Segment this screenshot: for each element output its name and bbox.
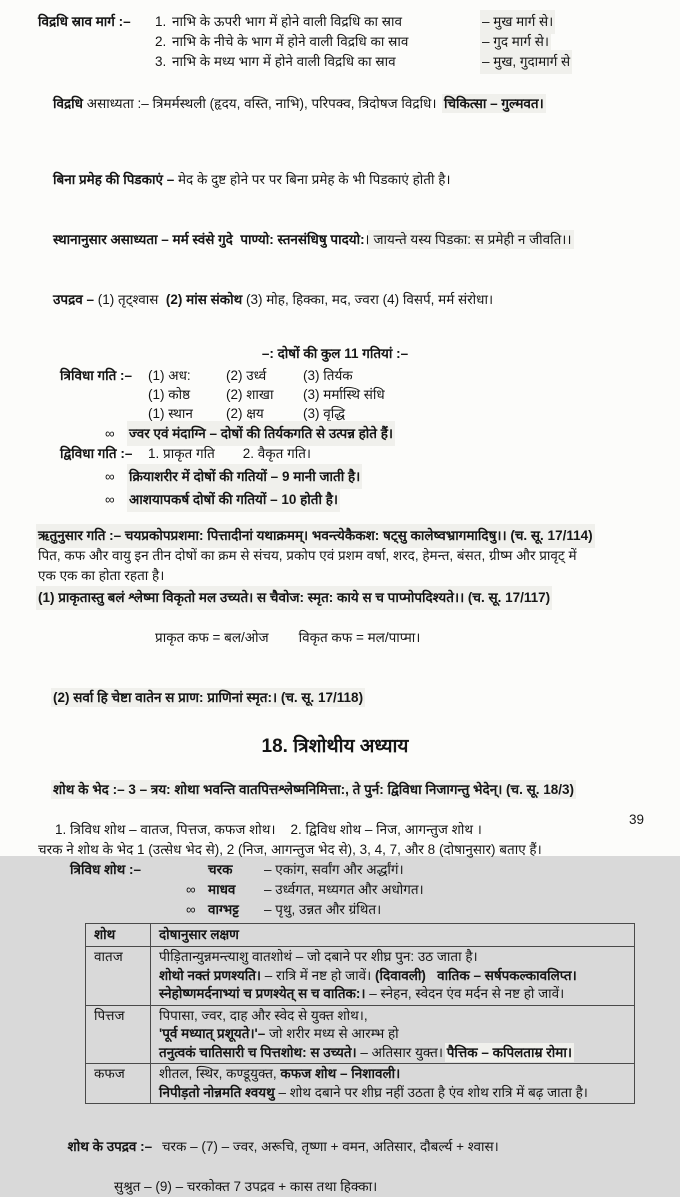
- line-shoth-upadrava-1: [38, 1117, 652, 1177]
- item-text: नाभि के ऊपरी भाग में होने वाली विद्रधि का स्राव: [172, 14, 402, 29]
- grid-cell: (1) अध:: [148, 368, 191, 383]
- bold-run: तनुत्वकं चातिसारी च पित्तशोथ: स उच्यते।: [159, 1044, 357, 1060]
- author-name: वाग्भट्ट: [208, 902, 239, 917]
- author-text: – पृथु, उन्नत और ग्रंथित।: [264, 902, 382, 917]
- author-text: – उर्ध्वगत, मध्यगत और अधोगत।: [264, 882, 424, 897]
- item-number: 2.: [155, 34, 167, 49]
- row-type: [86, 947, 151, 1006]
- text-run: – रात्रि में नष्ट हो जावें।: [261, 967, 376, 983]
- line-kapha-bala: [140, 608, 652, 668]
- row-detail: [151, 1064, 635, 1104]
- bold-run: कफज शोथ – निशावली।: [280, 1066, 401, 1081]
- infinity-icon: ∞: [105, 469, 115, 484]
- bold-run: (2) मांस संकोथ: [165, 292, 243, 307]
- shoth-lakshan-table: [85, 923, 635, 1104]
- text-run: (1) तृट्श्वास: [94, 292, 166, 307]
- line-shoth-bhed-2: 1. त्रिविध शोथ – वातज, पित्तज, कफज शोथ। 2. द्विविध शोथ – निज, आगन्तुज शोथ ।: [55, 822, 482, 837]
- bold-run: विद्रधि: [53, 96, 83, 111]
- line-vidradhi-asadhyata: [38, 74, 652, 134]
- chapter-heading: 18. त्रिशोथीय अध्याय: [261, 736, 409, 757]
- cell-line: पीड़ितान्युन्नमन्त्याशु वातशोथं – जो दबाने पर शीघ्र पुन: उठ जाता है।: [159, 949, 478, 964]
- table-header-lakshan: दोषानुसार लक्षण: [151, 924, 635, 947]
- bullet-text: ज्वर एवं मंदाग्नि – दोषों की तिर्यकगति से उत्पन्न होते हैं।: [129, 423, 393, 444]
- section-heading-gati: –: दोषों की कुल 11 गतियां :–: [261, 346, 409, 361]
- table-row: [86, 947, 635, 1006]
- item-result: – मुख, गुदामार्ग से: [482, 52, 570, 72]
- line-ritunusar-shloka: ऋतुनुसार गति :– चयप्रकोपप्रशमा: पित्तादीनां यथाक्रमम्। भवन्त्येकैकश: षट्सु कालेष्वभ्रागमादिषु।। (च. सू. 17/114): [38, 526, 593, 546]
- trividh-shoth-rows: [186, 860, 424, 920]
- infinity-icon: ∞: [186, 902, 196, 917]
- bullet-text: क्रियाशरीर में दोषों की गतियों – 9 मानी जाती है।: [129, 466, 360, 487]
- text-run: – शोथ दबाने पर शीघ्र नहीं उठता है एंव शोथ रात्रि में बढ़ जाता है।: [274, 1084, 588, 1100]
- line-ritunusar-hindi-1: पित, कफ और वायु इन तीन दोषों का क्रम से संचय, प्रकोप एवं प्रशम वर्षा, शरद, हेमन्त, बंसत, ग्रीष्म और प्रावृट् में: [38, 548, 577, 563]
- line-dvividha-gati: [38, 444, 652, 464]
- grid-row: [148, 404, 385, 423]
- bullet-kriyasharir: [105, 466, 652, 487]
- author-row: [186, 900, 424, 920]
- item-number: 1.: [155, 14, 167, 29]
- row-type: [86, 1005, 151, 1064]
- text-run: शीतल, स्थिर, कण्डूयुक्त,: [159, 1066, 281, 1081]
- trividha-gati-label: त्रिविधा गति :–: [60, 368, 133, 383]
- text-run: जायन्ते यस्य पिडका: स प्रमेही न जीवति।।: [369, 232, 572, 247]
- line-shoth-bhed: [38, 760, 652, 820]
- bold-run: 'पूर्व मध्यात् प्रशूयते।'–: [159, 1026, 266, 1041]
- page-number: 39: [628, 812, 644, 827]
- section-trividha-gati: [38, 366, 652, 423]
- table-header-row: [86, 924, 635, 947]
- cell-line: [159, 1065, 626, 1084]
- text-run: मेद के दुष्ट होने पर पर बिना प्रमेह के भी पिडकाएं होती है।: [174, 172, 451, 187]
- infinity-icon: ∞: [105, 426, 115, 441]
- shoth-upadrava-label: शोथ के उपद्रव :–: [67, 1139, 153, 1154]
- trividha-gati-grid: [148, 366, 385, 423]
- row-type-text: कफज: [94, 1066, 125, 1081]
- text-run: असाध्यता :– त्रिमर्मस्थली (हृदय, वस्ति, नाभि), परिपक्व, त्रिदोषज विद्रधि।: [83, 96, 444, 111]
- item-text: 1. प्राकृत गति: [148, 446, 215, 461]
- bullet-jwar-mandagni: [105, 423, 652, 444]
- text-run: [426, 968, 437, 983]
- bold-run: उपद्रव –: [53, 292, 95, 307]
- line-shoth-bhed-3: चरक ने शोथ के भेद 1 (उत्सेध भेद से), 2 (निज, आगन्तुज भेद से), 3, 4, 7, और 8 (दोषानुसार) बताए हैं।: [38, 842, 542, 857]
- bold-run: निपीड़तो नोन्नमति श्वयथु: [159, 1084, 275, 1100]
- cell-line: [159, 1044, 626, 1063]
- grid-cell: (3) मर्मास्थि संधि: [303, 387, 385, 402]
- cell-line: [159, 1025, 626, 1044]
- grid-cell: (2) क्षय: [226, 406, 264, 421]
- grid-row: [148, 366, 385, 385]
- line-sthananusar: [38, 210, 652, 270]
- line-bina-prameha: [38, 150, 652, 210]
- grid-cell: (1) स्थान: [148, 406, 193, 421]
- vidradhi-marg-items: [155, 12, 570, 72]
- line-shoth-upadrava-2: सुश्रुत – (9) – चरकोक्त 7 उपद्रव + कास तथा हिक्का।: [114, 1179, 378, 1194]
- grid-row: [148, 385, 385, 404]
- grid-cell: (2) शाखा: [226, 387, 274, 402]
- item-result: – गुद मार्ग से।: [482, 32, 549, 52]
- bold-run: स्नेहोष्णमर्दनाभ्यां च प्रणश्येत् स च वातिक:।: [159, 986, 366, 1001]
- grid-cell: (1) कोष्ठ: [148, 387, 191, 402]
- author-row: [186, 860, 424, 880]
- trividh-shoth-label: त्रिविध शोथ :–: [70, 862, 142, 877]
- cell-line: पिपासा, ज्वर, दाह और स्वेद से युक्त शोथ।,: [159, 1007, 368, 1023]
- line-shloka-118: [38, 668, 652, 728]
- list-item: [155, 52, 570, 72]
- text-run: – स्नेहन, स्वेदन एंव मर्दन से नष्ट हो जावें।: [365, 986, 565, 1001]
- bold-run: बिना प्रमेह की पिडकाएं –: [53, 172, 175, 187]
- item-text: 2. वैकृत गति।: [242, 446, 312, 461]
- bold-run: शोथ के भेद :– 3 – त्रय: शोथा भवन्ति वातपित्तश्लेष्मनिमित्ता:, ते पुर्न: द्विविधा निजागन्तु भेदेन्। (च. सू. 18/3): [53, 782, 575, 797]
- bold-run: वातिक – सर्षपकल्कावलिप्त।: [437, 967, 577, 983]
- cell-line: [159, 967, 626, 986]
- text-run: प्राकृत कफ = बल/ओज: [155, 630, 269, 645]
- row-detail: [151, 947, 635, 1006]
- text-run: विकृत कफ = मल/पाप्मा।: [298, 630, 421, 645]
- row-type-text: वातज: [94, 949, 123, 964]
- chikitsa-run: चिकित्सा – गुल्मवत।: [443, 96, 544, 111]
- bold-run: शोथो नक्तं प्रणश्यति।: [159, 967, 262, 983]
- line-ritunusar-hindi-2: एक एक का होता रहता है।: [38, 568, 165, 583]
- list-item: [155, 32, 570, 52]
- table-row: [86, 1064, 635, 1104]
- bold-run: (2) सर्वा हि चेष्टा वातेन स प्राण: प्राणिनां स्मृत:। (च. सू. 17/118): [53, 690, 364, 705]
- author-text: – एकांग, सर्वांग और अर्द्धांगं।: [264, 862, 404, 877]
- list-item: [155, 12, 570, 32]
- line-upadrava: [38, 270, 652, 330]
- bullet-ashayapkarsh: [105, 489, 652, 510]
- bold-run: स्थानानुसार असाध्यता – मर्म स्वंसे गुदे पाण्यो: स्तनसंधिषु पादयो:।: [53, 232, 370, 247]
- grid-cell: (3) तिर्यक: [303, 368, 353, 383]
- text-run: जो शरीर मध्य से आरम्भ हो: [265, 1026, 399, 1041]
- grid-cell: (3) वृद्धि: [303, 406, 346, 421]
- item-number: 3.: [155, 54, 167, 69]
- author-name: चरक: [208, 862, 233, 877]
- grid-cell: (2) उर्ध्व: [226, 368, 267, 383]
- bold-run: पैत्तिक – कपिलताम्र रोमा।: [446, 1044, 572, 1060]
- text-run: – अतिसार युक्त।: [356, 1044, 447, 1060]
- cell-line: [159, 1084, 626, 1103]
- vidradhi-marg-label: विद्रधि स्राव मार्ग :–: [38, 14, 131, 29]
- author-row: [186, 880, 424, 900]
- bold-run: (दिवावली): [375, 967, 426, 983]
- text-run: चरक – (7) – ज्वर, अरूचि, तृष्णा + वमन, अतिसार, दौबर्ल्य + श्वास।: [158, 1139, 499, 1154]
- item-result: – मुख मार्ग से।: [482, 12, 553, 32]
- infinity-icon: ∞: [105, 492, 115, 507]
- text-run: (3) मोह, हिक्का, मद, ज्वरा (4) विसर्प, मर्म संरोधा।: [242, 292, 494, 307]
- section-shoth-upadrava: [38, 1117, 652, 1197]
- dvividha-gati-label: द्विविधा गति :–: [60, 446, 133, 461]
- row-type: [86, 1064, 151, 1104]
- item-text: नाभि के नीचे के भाग में होने वाली विद्रधि का स्राव: [172, 34, 409, 49]
- table-header-shoth: शोथ: [86, 924, 151, 947]
- section-trividh-shoth: [38, 860, 652, 920]
- cell-line: [159, 985, 626, 1004]
- author-name: माधव: [208, 882, 236, 897]
- row-type-text: पित्तज: [94, 1007, 125, 1023]
- section-vidradhi-srav-marg: [38, 12, 652, 72]
- item-text: नाभि के मध्य भाग में होने वाली विद्रधि का स्राव: [172, 54, 396, 69]
- bullet-text: आशयापकर्ष दोषों की गतियों – 10 होती है।: [129, 489, 338, 510]
- row-detail: [151, 1005, 635, 1064]
- table-row: [86, 1005, 635, 1064]
- line-shloka-117: (1) प्राकृतास्तु बलं श्लेष्मा विकृतो मल उच्यते। स चैवोज: स्मृत: काये स च पाप्मोपदिश्यते।। (च. सू. 17/117): [38, 588, 550, 608]
- infinity-icon: ∞: [186, 882, 196, 897]
